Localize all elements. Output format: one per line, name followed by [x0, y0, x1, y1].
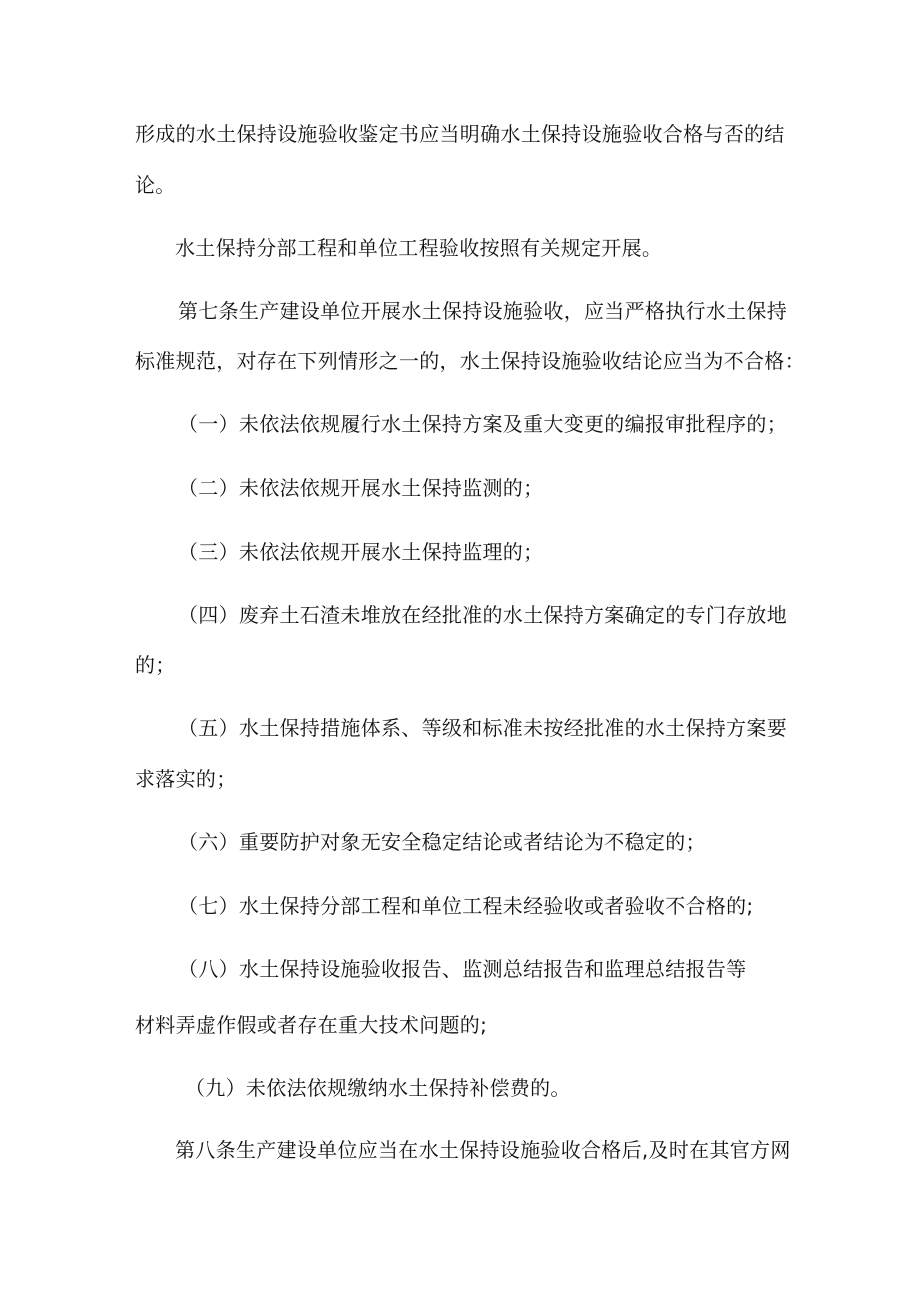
text-line: 第七条生产建设单位开展水土保持设施验收，应当严格执行水土保持: [178, 299, 787, 323]
text-line: 求落实的；: [135, 767, 237, 791]
text-line: （一）未依法依规履行水土保持方案及重大变更的编报审批程序的；: [178, 412, 787, 436]
text-line: 水土保持分部工程和单位工程验收按照有关规定开展。: [175, 236, 663, 260]
text-line: 论。: [135, 173, 176, 197]
text-line: （七）水土保持分部工程和单位工程未经验收或者验收不合格的;: [178, 894, 754, 918]
text-line: 形成的水土保持设施验收鉴定书应当明确水土保持设施验收合格与否的结: [135, 122, 785, 146]
text-line: 第八条生产建设单位应当在水土保持设施验收合格后,及时在其官方网: [175, 1138, 791, 1162]
text-line: 的；: [135, 653, 176, 677]
text-line: 材料弄虚作假或者存在重大技术问题的;: [135, 1013, 488, 1037]
text-line: （八）水土保持设施验收报告、监测总结报告和监理总结报告等: [178, 957, 747, 981]
text-line: （三）未依法依规开展水土保持监理的；: [178, 540, 544, 564]
text-line: （六）重要防护对象无安全稳定结论或者结论为不稳定的；: [178, 830, 706, 854]
text-line: （二）未依法依规开展水土保持监测的；: [178, 476, 544, 500]
text-line: （九）未依法依规缴纳水土保持补偿费的。: [185, 1076, 571, 1100]
text-line: 标准规范，对存在下列情形之一的，水土保持设施验收结论应当为不合格：: [135, 349, 805, 373]
text-line: （四）废弃土石渣未堆放在经批准的水土保持方案确定的专门存放地: [178, 603, 787, 627]
text-line: （五）水土保持措施体系、等级和标准未按经批准的水土保持方案要: [178, 716, 787, 740]
